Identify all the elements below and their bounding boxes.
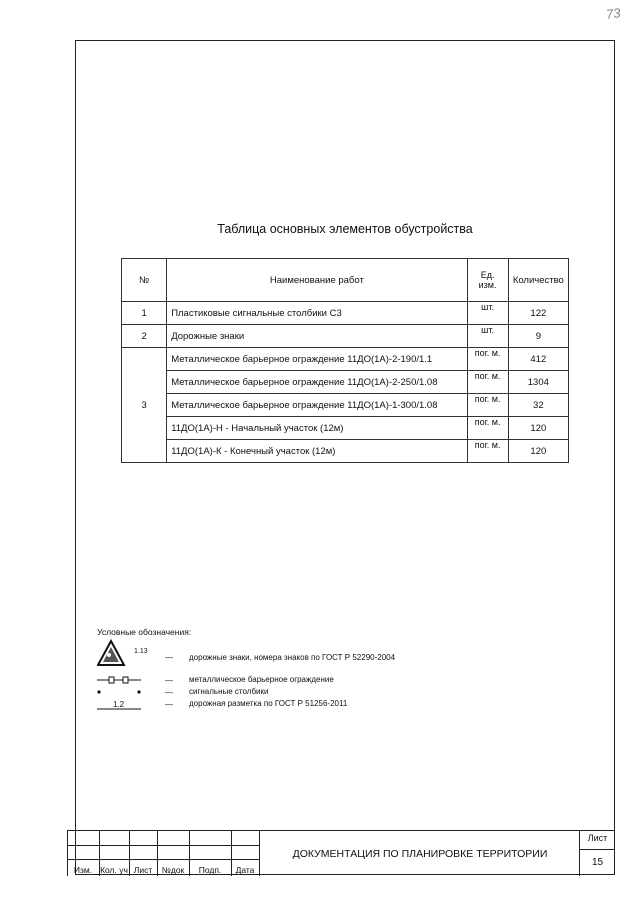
handwritten-page-number: 73 (605, 5, 622, 22)
row-name: Металлическое барьерное ограждение 11ДО(1А)-2-250/1.08 (167, 371, 467, 394)
table-row (122, 371, 569, 394)
road-marking-number: 1.2 (113, 700, 125, 709)
row-name: Пластиковые сигнальные столбики С3 (167, 302, 467, 325)
table-row (122, 302, 569, 325)
header-unit: Ед. изм. (467, 259, 508, 302)
table-row (122, 394, 569, 417)
row-name: Дорожные знаки (167, 325, 467, 348)
row-qty: 122 (508, 302, 568, 325)
row-qty: 120 (508, 440, 568, 463)
header-qty: Количество (508, 259, 568, 302)
stamp-label-kol-uch: Кол. уч (100, 865, 128, 875)
legend-item-road-marking (97, 699, 348, 711)
legend-text: металлическое барьерное ограждение (189, 675, 334, 684)
road-sign-icon (97, 639, 157, 669)
dash-separator: — (165, 688, 173, 697)
signal-post-icon (97, 687, 141, 699)
row-unit: пог. м. (467, 371, 508, 394)
table-title: Таблица основных элементов обустройства (217, 222, 473, 236)
dash-separator: — (165, 700, 173, 709)
row-unit: пог. м. (467, 394, 508, 417)
row-qty: 412 (508, 348, 568, 371)
row-unit: пог. м. (467, 348, 508, 371)
stamp-label-ndok: №док (161, 865, 185, 875)
row-num: 2 (122, 325, 167, 348)
row-num: 3 (122, 348, 167, 463)
row-name: 11ДО(1А)-К - Конечный участок (12м) (167, 440, 467, 463)
barrier-symbol-icon (97, 675, 141, 687)
stamp-label-podp: Подп. (198, 865, 222, 875)
row-unit: шт. (467, 325, 508, 348)
dash-separator: — (165, 676, 173, 685)
sheet-box (579, 831, 615, 876)
table-row (122, 348, 569, 371)
road-marking-icon (97, 699, 141, 713)
header-name: Наименование работ (167, 259, 467, 302)
road-sign-number: 1.13 (134, 648, 148, 655)
stamp-label-data: Дата (235, 865, 255, 875)
table-row (122, 440, 569, 463)
document-title: ДОКУМЕНТАЦИЯ ПО ПЛАНИРОВКЕ ТЕРРИТОРИИ (292, 847, 548, 860)
table-header-row (122, 259, 569, 302)
sheet-number: 15 (591, 857, 604, 868)
legend-text: дорожная разметка по ГОСТ Р 51256-2011 (189, 699, 348, 708)
row-name: 11ДО(1А)-Н - Начальный участок (12м) (167, 417, 467, 440)
row-qty: 120 (508, 417, 568, 440)
table-row (122, 417, 569, 440)
legend-item-road-signs (97, 648, 396, 675)
row-name: Металлическое барьерное ограждение 11ДО(1А)-2-190/1.1 (167, 348, 467, 371)
legend-title: Условные обозначения: (97, 627, 192, 637)
table-row (122, 325, 569, 348)
row-unit: пог. м. (467, 440, 508, 463)
row-name: Металлическое барьерное ограждение 11ДО(1А)-1-300/1.08 (167, 394, 467, 417)
row-qty: 1304 (508, 371, 568, 394)
stamp-label-list: Лист (133, 865, 153, 875)
title-block (67, 830, 615, 876)
legend (97, 627, 396, 711)
elements-table (121, 258, 569, 463)
legend-item-signal-posts (97, 687, 269, 699)
header-num: № (122, 259, 167, 302)
legend-text: сигнальные столбики (189, 687, 269, 696)
legend-item-barrier (97, 675, 334, 687)
stamp-label-izm: Изм. (73, 865, 93, 875)
row-unit: пог. м. (467, 417, 508, 440)
row-num: 1 (122, 302, 167, 325)
dash-separator: — (165, 653, 173, 662)
row-unit: шт. (467, 302, 508, 325)
row-qty: 32 (508, 394, 568, 417)
sheet-label: Лист (587, 833, 608, 843)
legend-text: дорожные знаки, номера знаков по ГОСТ Р 52290-2004 (189, 653, 396, 662)
row-qty: 9 (508, 325, 568, 348)
